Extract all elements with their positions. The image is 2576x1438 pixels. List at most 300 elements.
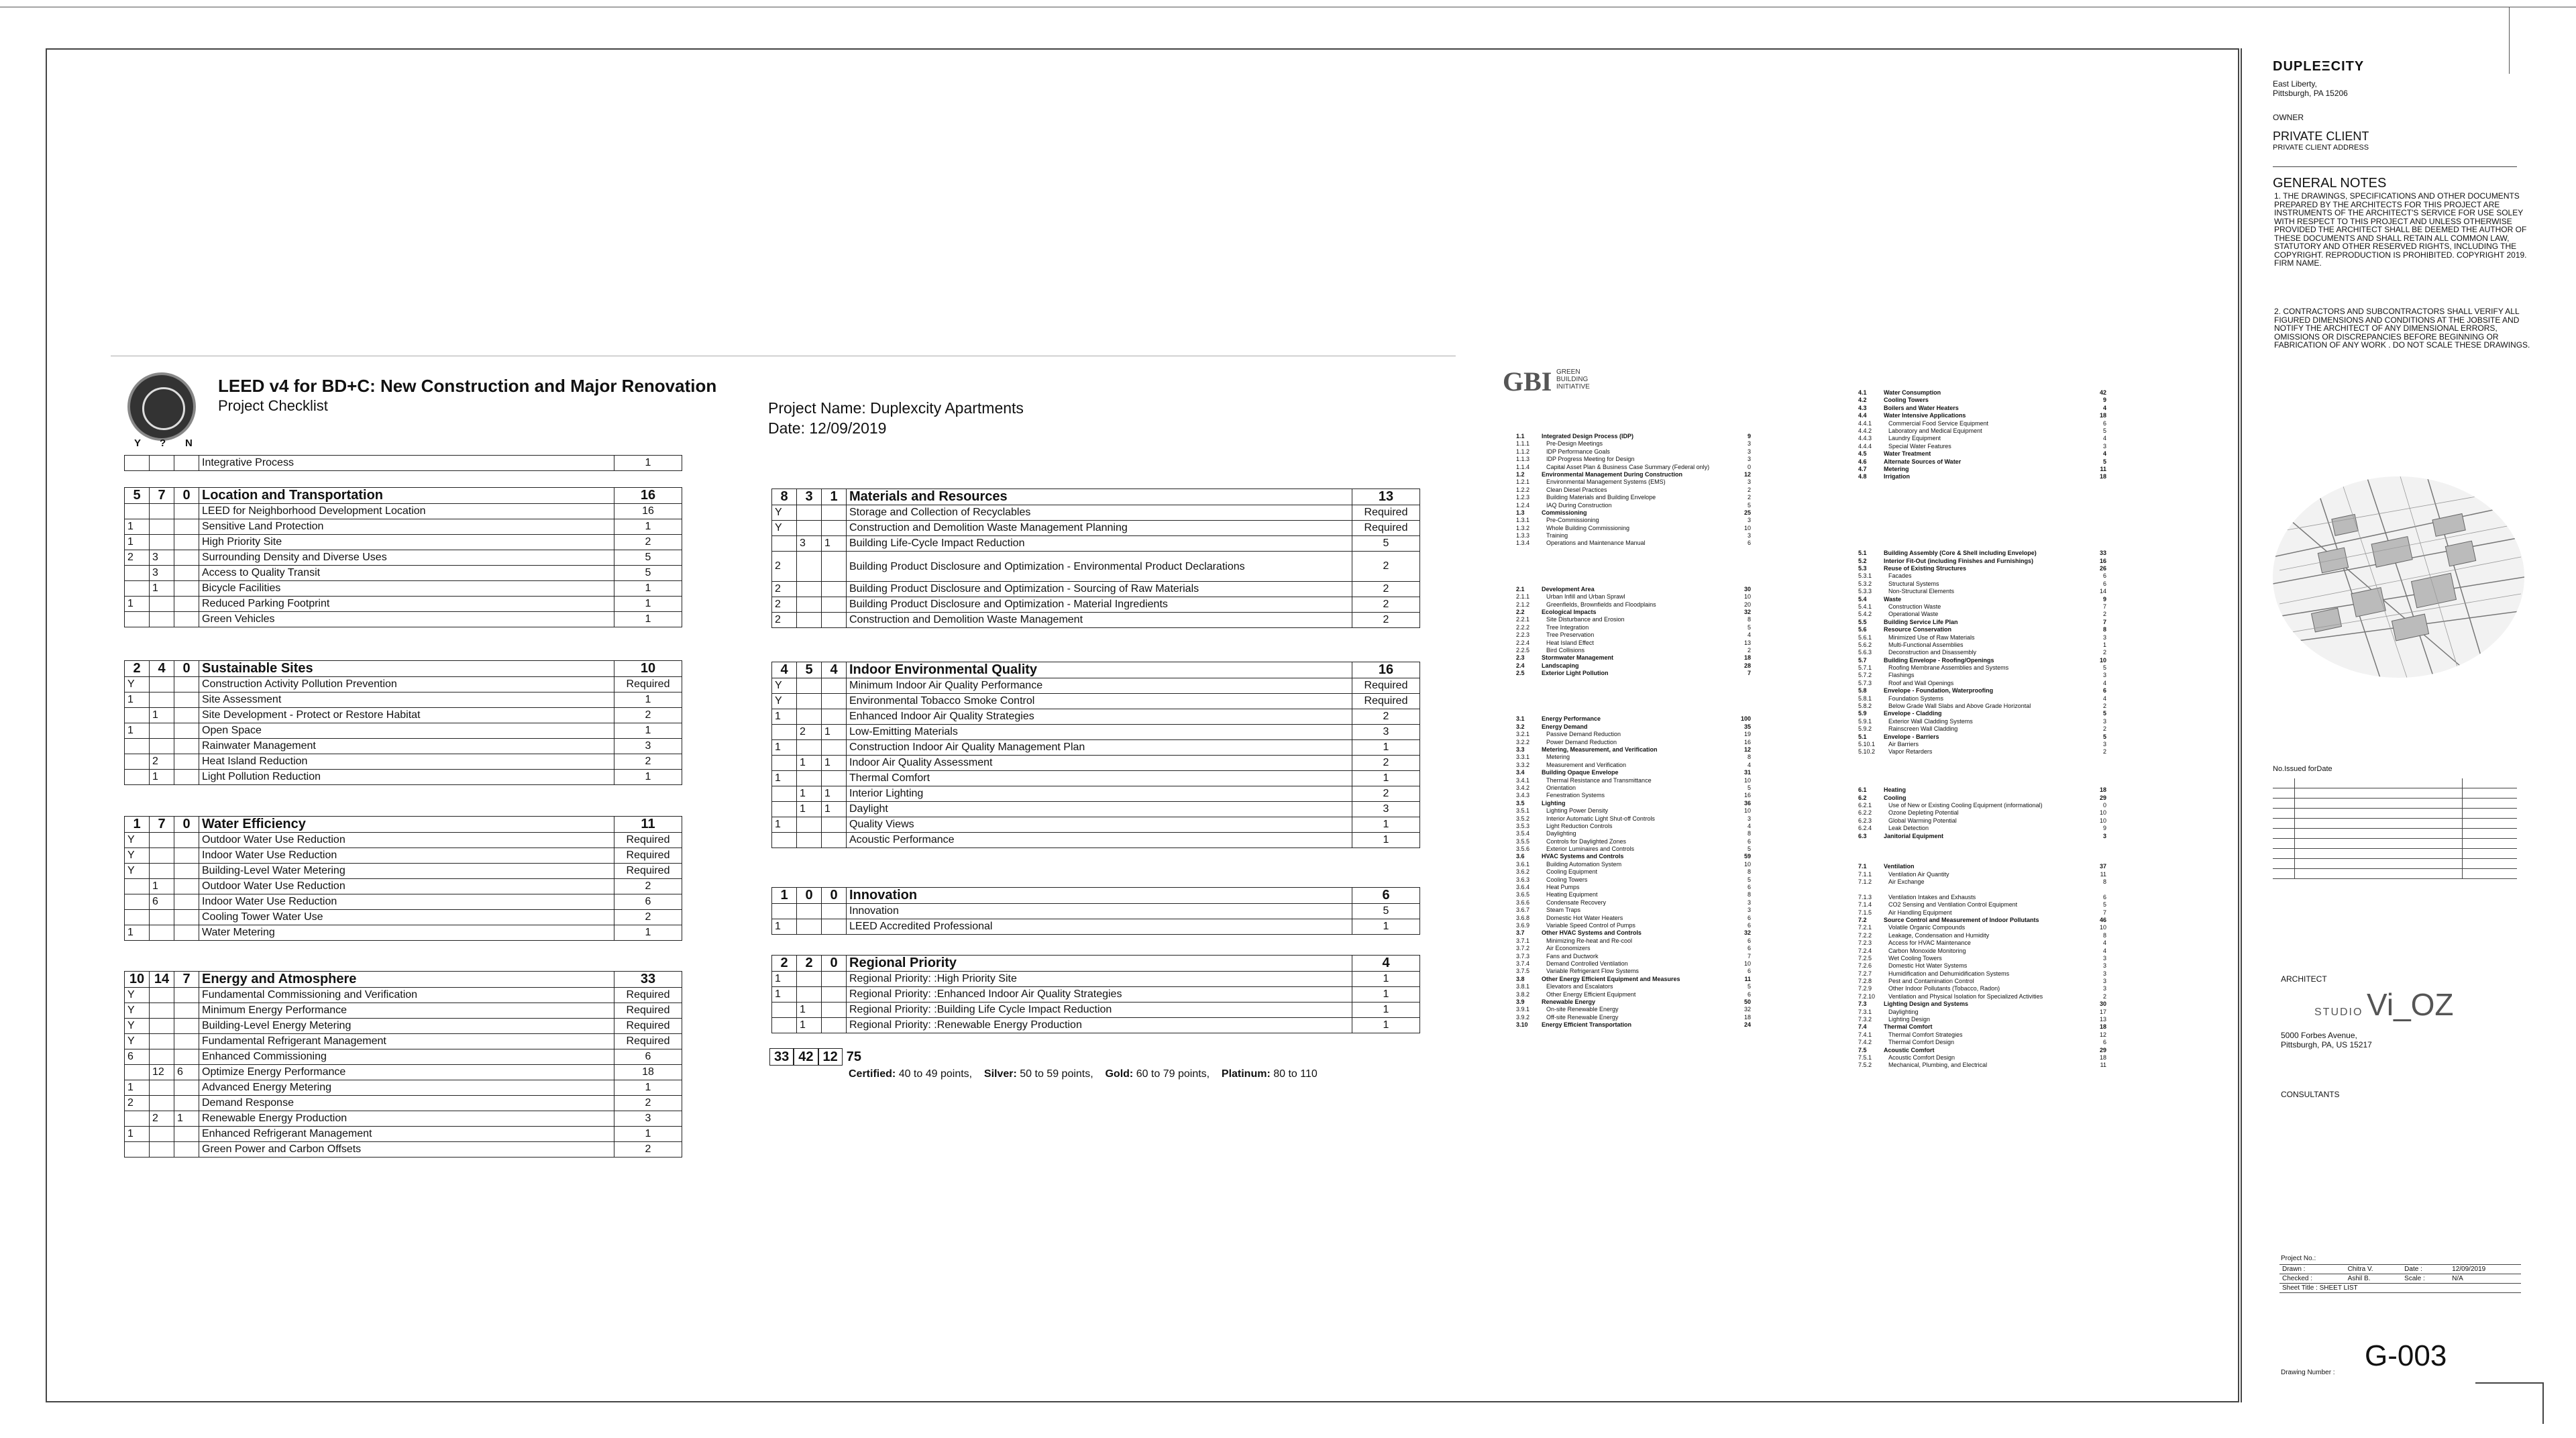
gbi-points: 32: [1743, 1006, 1751, 1013]
credit-no: [174, 988, 199, 1003]
credit-row: [772, 786, 1420, 801]
gbi-code: 1.2.4: [1516, 501, 1530, 509]
gbi-code: 2.2.1: [1516, 616, 1530, 623]
credit-maybe: [150, 519, 174, 535]
credit-name: Enhanced Indoor Air Quality Strategies: [847, 709, 1352, 724]
gbi-code: 7.2.10: [1858, 992, 1876, 1000]
gbi-code: 1.2.3: [1516, 494, 1530, 501]
gbi-points: 30: [1743, 585, 1751, 593]
credit-name: Cooling Tower Water Use: [199, 909, 614, 925]
gbi-criterion-row: [1516, 937, 1751, 945]
gbi-code: 4.2: [1858, 397, 1867, 404]
gbi-criterion-row: [1858, 978, 2106, 985]
gbi-criterion: Demand Controlled Ventilation: [1546, 960, 1628, 967]
gbi-criterion: On-site Renewable Energy: [1546, 1006, 1619, 1013]
gbi-code: 3.8.1: [1516, 983, 1530, 990]
credit-yes: [125, 456, 150, 471]
gbi-criterion: Mechanical, Plumbing, and Electrical: [1888, 1062, 1988, 1069]
gbi-criterion: Variable Speed Control of Pumps: [1546, 922, 1635, 929]
gbi-criterion-row: [1516, 968, 1751, 975]
gbi-criterion: Janitorial Equipment: [1884, 832, 1944, 839]
credit-name: LEED Accredited Professional: [847, 919, 1352, 935]
gbi-points: 11: [1744, 975, 1751, 982]
gbi-points: 10: [1743, 524, 1751, 531]
credit-name: LEED for Neighborhood Development Location: [199, 504, 614, 519]
credit-no: [174, 1142, 199, 1158]
credit-yes: 2: [772, 613, 797, 628]
gbi-code: 2.1.2: [1516, 601, 1530, 608]
credit-yes: [125, 739, 150, 754]
credit-name: Integrative Process: [199, 456, 614, 471]
credit-row: [125, 1065, 682, 1080]
gbi-code: 4.4.2: [1858, 427, 1872, 434]
gbi-criterion: Air Economizers: [1546, 945, 1591, 952]
gbi-points: 5: [2102, 427, 2106, 434]
gbi-criterion: Carbon Monoxide Monitoring: [1888, 947, 1966, 954]
total-possible: 75: [846, 1049, 861, 1064]
credit-yes: [772, 755, 797, 770]
category-points: 13: [1352, 489, 1420, 505]
gbi-code: 3.6.1: [1516, 860, 1530, 868]
gbi-criterion-row: [1516, 876, 1751, 884]
credit-row: [125, 723, 682, 739]
credit-no: [174, 519, 199, 535]
gbi-points: 3: [2102, 740, 2106, 748]
gbi-criterion-row: [1516, 616, 1751, 623]
credit-maybe: 12: [150, 1065, 174, 1080]
credit-row: [772, 904, 1420, 919]
gbi-criterion: Boilers and Water Heaters: [1884, 404, 1959, 411]
gbi-code: 7.3.1: [1858, 1008, 1872, 1015]
gbi-criterion: Building Service Life Plan: [1884, 618, 1958, 625]
credit-points: 2: [1352, 709, 1420, 724]
credit-no: [822, 582, 847, 597]
gbi-code: 3.5.1: [1516, 807, 1530, 815]
gbi-code: 3.7.5: [1516, 968, 1530, 975]
gbi-code: 3.6.7: [1516, 907, 1530, 914]
category-maybe: 0: [797, 888, 822, 904]
credit-points: Required: [1352, 693, 1420, 709]
gbi-code: 2.2.3: [1516, 631, 1530, 639]
gbi-code: 3.5.2: [1516, 815, 1530, 822]
gbi-points: 6: [2102, 893, 2106, 901]
gbi-criterion-row: [1516, 494, 1751, 501]
category-yes: 2: [125, 661, 150, 677]
category-name: Location and Transportation: [199, 488, 614, 504]
gbi-column-1: [1516, 433, 1751, 1029]
credit-row: [125, 878, 682, 894]
gbi-criterion: Energy Efficient Transportation: [1542, 1021, 1632, 1029]
credit-maybe: 1: [797, 786, 822, 801]
total-no: 12: [818, 1048, 843, 1066]
credit-points: 1: [614, 925, 682, 940]
title-block-rule: [2273, 166, 2517, 167]
credit-row: [772, 521, 1420, 536]
credit-row: [125, 1080, 682, 1096]
gbi-points: 6: [1747, 837, 1751, 845]
gbi-criterion: Exterior Wall Cladding Systems: [1888, 717, 1973, 725]
credit-yes: 1: [125, 1127, 150, 1142]
credit-no: [174, 1049, 199, 1065]
gbi-criterion: IDP Performance Goals: [1546, 448, 1610, 455]
gbi-criterion: Facades: [1888, 572, 1912, 580]
gbi-points: 4: [1747, 761, 1751, 768]
leed-checklist-panel: [111, 356, 1456, 1181]
gbi-points: 13: [2099, 1016, 2106, 1023]
gbi-points: 6: [1747, 937, 1751, 944]
credit-points: 2: [1352, 582, 1420, 597]
gbi-criterion: Domestic Hot Water Heaters: [1546, 914, 1623, 921]
gbi-criterion: Passive Demand Reduction: [1546, 731, 1621, 738]
checked-label: Checked :: [2279, 1274, 2345, 1284]
credit-no: [822, 678, 847, 693]
gbi-criterion: Pest and Contamination Control: [1888, 978, 1974, 985]
credit-row: [772, 1002, 1420, 1017]
gbi-code: 7.3: [1858, 1000, 1867, 1008]
credit-maybe: [150, 1096, 174, 1111]
gbi-points: 10: [2099, 656, 2106, 664]
gbi-code: 7.4: [1858, 1023, 1867, 1031]
consultants-label: CONSULTANTS: [2281, 1090, 2340, 1099]
gbi-criterion-row: [1858, 1000, 2106, 1008]
gbi-criterion: Elevators and Escalators: [1546, 983, 1613, 990]
gbi-criterion-row: [1858, 405, 2106, 412]
credit-yes: [125, 581, 150, 597]
gbi-points: 18: [2099, 412, 2106, 419]
gbi-criterion: Energy Demand: [1542, 723, 1588, 730]
gbi-code: 6.2.3: [1858, 817, 1872, 824]
gbi-points: 3: [2102, 962, 2106, 970]
gbi-criterion: Other Indoor Pollutants (Tobacco, Radon): [1888, 985, 2000, 992]
credit-maybe: [150, 739, 174, 754]
gbi-criterion: Envelope - Cladding: [1884, 710, 1942, 717]
credit-yes: 1: [125, 519, 150, 535]
gbi-criterion-row: [1858, 672, 2106, 679]
leed-category-table: [124, 971, 682, 1158]
credit-yes: Y: [125, 1034, 150, 1049]
gbi-code: 4.4.4: [1858, 442, 1872, 450]
gbi-code: 7.2.5: [1858, 954, 1872, 962]
general-note-1: 1. THE DRAWINGS, SPECIFICATIONS AND OTHER DOCUMENTS PREPARED BY THE ARCHITECTS FOR THIS PROJECT ARE INSTRUMENTS OF THE ARCHITECT'S SERVICE FOR USE SOLEY WITH RESPECT TO THIS PROJECT AND UNLESS OTHERWISE PROVIDED THE ARCHITECT SHALL BE DEEMED THE AUTHOR OF THESE DOCUMENTS AND SHALL RETAIN ALL COMMON LAW, STATUTORY AND OTHER RESERVED RIGHTS, INCLUDING THE COPYRIGHT. REPRODUCTION IS PROHIBITED. COPYRIGHT 2019. FIRM NAME.: [2274, 191, 2527, 268]
totals-row: [769, 1048, 865, 1066]
credit-yes: [125, 1111, 150, 1127]
gbi-points: 2: [1747, 646, 1751, 654]
cert-certified-range: 40 to 49 points,: [898, 1068, 973, 1080]
leed-category-table: [771, 887, 1420, 935]
cert-platinum-label: Platinum:: [1221, 1068, 1271, 1080]
gbi-criterion-row: [1516, 723, 1751, 731]
gbi-criterion: Minimizing Re-heat and Re-cool: [1546, 937, 1633, 944]
credit-maybe: 1: [797, 1002, 822, 1017]
gbi-points: 8: [1747, 830, 1751, 837]
gbi-criterion-row: [1516, 884, 1751, 891]
gbi-criterion-row: [1858, 649, 2106, 656]
gbi-criterion-row: [1516, 891, 1751, 898]
gbi-criterion-row: [1516, 639, 1751, 647]
credit-no: 1: [174, 1111, 199, 1127]
gbi-criterion-row: [1858, 741, 2106, 748]
credit-points: 2: [1352, 552, 1420, 582]
project-number-label: Project No.:: [2281, 1255, 2316, 1262]
credit-points: 5: [1352, 904, 1420, 919]
credit-no: [822, 904, 847, 919]
gbi-points: 6: [1747, 945, 1751, 952]
gbi-points: 4: [2102, 939, 2106, 947]
credit-name: Access to Quality Transit: [199, 566, 614, 581]
credit-maybe: 2: [797, 724, 822, 739]
gbi-criterion: Interior Automatic Light Shut-off Controls: [1546, 815, 1655, 822]
credit-name: Enhanced Commissioning: [199, 1049, 614, 1065]
gbi-criterion: Energy Performance: [1542, 715, 1601, 723]
category-no: 0: [174, 816, 199, 832]
credit-maybe: [797, 971, 822, 986]
credit-row: [772, 693, 1420, 709]
gbi-criterion-row: [1516, 929, 1751, 937]
gbi-criterion: Lighting Design: [1888, 1016, 1931, 1023]
gbi-criterion-row: [1858, 496, 2106, 503]
credit-points: 18: [614, 1065, 682, 1080]
gbi-points: 8: [1747, 868, 1751, 876]
credit-points: Required: [614, 988, 682, 1003]
gbi-criterion: Leak Detection: [1888, 825, 1929, 832]
gbi-criterion-row: [1858, 718, 2106, 725]
credit-yes: 1: [772, 739, 797, 755]
gbi-criterion-row: [1858, 703, 2106, 710]
gbi-criterion-row: [1516, 845, 1751, 853]
credit-no: [174, 1019, 199, 1034]
credit-points: 1: [614, 456, 682, 471]
gbi-criterion: Waste: [1884, 595, 1902, 603]
category-no: 1: [822, 489, 847, 505]
gbi-code: 7.2: [1858, 916, 1867, 923]
gbi-code: 3.2: [1516, 723, 1525, 730]
credit-name: Site Assessment: [199, 692, 614, 708]
gbi-points: 25: [1743, 509, 1751, 516]
credit-row: [125, 754, 682, 770]
gbi-points: 18: [1743, 1013, 1751, 1021]
credit-row: [125, 456, 682, 471]
credit-no: [174, 739, 199, 754]
gbi-criterion: Metering, Measurement, and Verification: [1542, 746, 1658, 754]
gbi-criterion-row: [1858, 764, 2106, 771]
credit-maybe: [797, 986, 822, 1002]
credit-name: Open Space: [199, 723, 614, 739]
gbi-code: 1.3.2: [1516, 524, 1530, 531]
gbi-criterion: Water Treatment: [1884, 450, 1931, 458]
credit-row: [125, 863, 682, 878]
gbi-criterion-row: [1516, 685, 1751, 692]
gbi-code: 2.2: [1516, 608, 1525, 615]
credit-maybe: [150, 1034, 174, 1049]
credit-row: [772, 613, 1420, 628]
credit-row: [125, 1034, 682, 1049]
gbi-code: 1.1.3: [1516, 456, 1530, 463]
gbi-criterion: Structural Systems: [1888, 580, 1939, 587]
credit-maybe: [797, 505, 822, 521]
gbi-code: 1.2: [1516, 470, 1525, 478]
credit-name: Optimize Energy Performance: [199, 1065, 614, 1080]
credit-no: [174, 612, 199, 627]
credit-points: 1: [614, 1080, 682, 1096]
credit-row: [125, 770, 682, 785]
credit-maybe: [797, 739, 822, 755]
credit-row: [125, 894, 682, 909]
gbi-criterion-row: [1516, 525, 1751, 532]
gbi-criterion: Construction Waste: [1888, 603, 1941, 610]
gbi-code: 4.4: [1858, 412, 1867, 419]
credit-no: [822, 971, 847, 986]
gbi-criterion: Steam Traps: [1546, 907, 1581, 914]
gbi-criterion: Flashings: [1888, 672, 1915, 679]
credit-yes: [772, 1017, 797, 1033]
gbi-criterion-row: [1858, 489, 2106, 496]
credit-points: Required: [614, 677, 682, 692]
credit-no: [174, 1080, 199, 1096]
category-points: 4: [1352, 955, 1420, 971]
credit-name: Building Life-Cycle Impact Reduction: [847, 536, 1352, 552]
gbi-criterion-row: [1516, 692, 1751, 700]
gbi-points: 28: [1743, 662, 1751, 669]
gbi-code: 3.8: [1516, 975, 1525, 982]
credit-no: [174, 677, 199, 692]
date-value: 12/09/2019: [2449, 1265, 2521, 1274]
gbi-points: 8: [2102, 626, 2106, 633]
gbi-points: 8: [1747, 616, 1751, 623]
gbi-criterion-row: [1858, 588, 2106, 595]
credit-yes: 2: [772, 582, 797, 597]
gbi-criterion-row: [1858, 901, 2106, 909]
issue-table: [2273, 778, 2517, 879]
gbi-code: 1.1.1: [1516, 440, 1530, 448]
firm-address: East Liberty, Pittsburgh, PA 15206: [2273, 79, 2348, 98]
gbi-criterion: Renewable Energy: [1542, 998, 1596, 1005]
credit-yes: [772, 801, 797, 817]
gbi-criterion: Controls for Daylighted Zones: [1546, 837, 1627, 845]
gbi-points: 7: [2102, 909, 2106, 916]
credit-points: 2: [614, 708, 682, 723]
credit-name: Site Development - Protect or Restore Habitat: [199, 708, 614, 723]
gbi-points: 5: [2102, 733, 2106, 740]
gbi-points: 18: [2099, 1054, 2106, 1061]
gbi-criterion: Minimized Use of Raw Materials: [1888, 633, 1975, 641]
gbi-code: 3.1: [1516, 715, 1525, 723]
category-maybe: 7: [150, 488, 174, 504]
gbi-criterion-row: [1858, 619, 2106, 626]
gbi-criterion-row: [1858, 1031, 2106, 1039]
credit-maybe: [150, 848, 174, 863]
gbi-criterion: Cooling Equipment: [1546, 868, 1598, 876]
credit-row: [772, 986, 1420, 1002]
gbi-criterion: Below Grade Wall Slabs and Above Grade Horizontal: [1888, 703, 2031, 710]
gbi-points: 5: [2102, 901, 2106, 909]
credit-points: 3: [1352, 724, 1420, 739]
credit-name: Water Metering: [199, 925, 614, 940]
gbi-criterion-row: [1858, 710, 2106, 717]
gbi-code: 3.4: [1516, 769, 1525, 776]
gbi-code: 1.3.3: [1516, 532, 1530, 540]
gbi-points: 7: [2102, 603, 2106, 610]
gbi-criterion-row: [1858, 634, 2106, 641]
gbi-criterion-row: [1516, 807, 1751, 815]
gbi-criterion-row: [1858, 840, 2106, 848]
category-maybe: 14: [150, 972, 174, 988]
gbi-criterion: Irrigation: [1884, 473, 1911, 480]
category-yes: 2: [772, 955, 797, 971]
gbi-code: 7.2.4: [1858, 947, 1872, 954]
gbi-code: 3.5.4: [1516, 830, 1530, 837]
gbi-criterion: Acoustic Comfort Design: [1888, 1054, 1955, 1061]
issue-row: [2273, 819, 2517, 829]
credit-row: [772, 739, 1420, 755]
gbi-code: 5.7.3: [1858, 679, 1872, 686]
crop-mark: [2509, 7, 2510, 74]
gbi-criterion-row: [1858, 664, 2106, 672]
credit-points: 1: [614, 723, 682, 739]
gbi-criterion: Acoustic Comfort: [1884, 1046, 1935, 1054]
gbi-points: 5: [2102, 710, 2106, 717]
project-date: Date: 12/09/2019: [768, 419, 887, 437]
gbi-points: 16: [1743, 738, 1751, 746]
gbi-points: 11: [2100, 870, 2106, 878]
gbi-points: 42: [2099, 389, 2106, 396]
gbi-points: 32: [1743, 608, 1751, 615]
credit-maybe: 1: [150, 581, 174, 597]
credit-name: Construction Indoor Air Quality Management Plan: [847, 739, 1352, 755]
gbi-points: 9: [2102, 397, 2106, 404]
gbi-criterion-row: [1858, 863, 2106, 870]
gbi-criterion: Ozone Depleting Potential: [1888, 809, 1959, 817]
gbi-code: 3.8.2: [1516, 990, 1530, 998]
gbi-criterion: Building Opaque Envelope: [1542, 769, 1619, 776]
gbi-points: 2: [1747, 486, 1751, 493]
gbi-criterion-row: [1516, 960, 1751, 968]
gbi-code: 7.2.7: [1858, 970, 1872, 977]
gbi-criterion-row: [1516, 1021, 1751, 1029]
gbi-criterion: Pre-Commissioning: [1546, 517, 1599, 524]
credit-points: Required: [614, 848, 682, 863]
category-no: 0: [174, 661, 199, 677]
gbi-points: 12: [2099, 1031, 2106, 1038]
category-maybe: 4: [150, 661, 174, 677]
credit-points: 2: [614, 535, 682, 550]
gbi-points: 3: [1747, 448, 1751, 455]
category-header-row: [125, 816, 682, 832]
gbi-criterion: Building Assembly (Core & Shell including Envelope): [1884, 550, 2037, 557]
credit-name: Innovation: [847, 904, 1352, 919]
gbi-criterion-row: [1516, 945, 1751, 952]
gbi-criterion: Global Warming Potential: [1888, 817, 1957, 824]
gbi-code: 3.5: [1516, 799, 1525, 807]
gbi-criterion-row: [1516, 731, 1751, 738]
credit-maybe: [150, 988, 174, 1003]
gbi-criterion-row: [1858, 833, 2106, 840]
gbi-code: 4.4.3: [1858, 435, 1872, 442]
gbi-points: 29: [2099, 794, 2106, 801]
gbi-criterion: Development Area: [1542, 585, 1595, 593]
title-block-divider: [2241, 48, 2242, 1402]
gbi-points: 100: [1740, 715, 1751, 723]
gbi-criterion-row: [1858, 427, 2106, 435]
gbi-criterion-row: [1858, 641, 2106, 649]
credit-row: [125, 519, 682, 535]
credit-maybe: [797, 693, 822, 709]
credit-maybe: [150, 909, 174, 925]
gbi-criterion: Deconstruction and Disassembly: [1888, 649, 1977, 656]
credit-row: [125, 535, 682, 550]
gbi-criterion: Ventilation and Physical Isolation for Specialized Activities: [1888, 992, 2043, 1000]
gbi-criterion-row: [1516, 593, 1751, 601]
gbi-criterion-row: [1858, 611, 2106, 618]
